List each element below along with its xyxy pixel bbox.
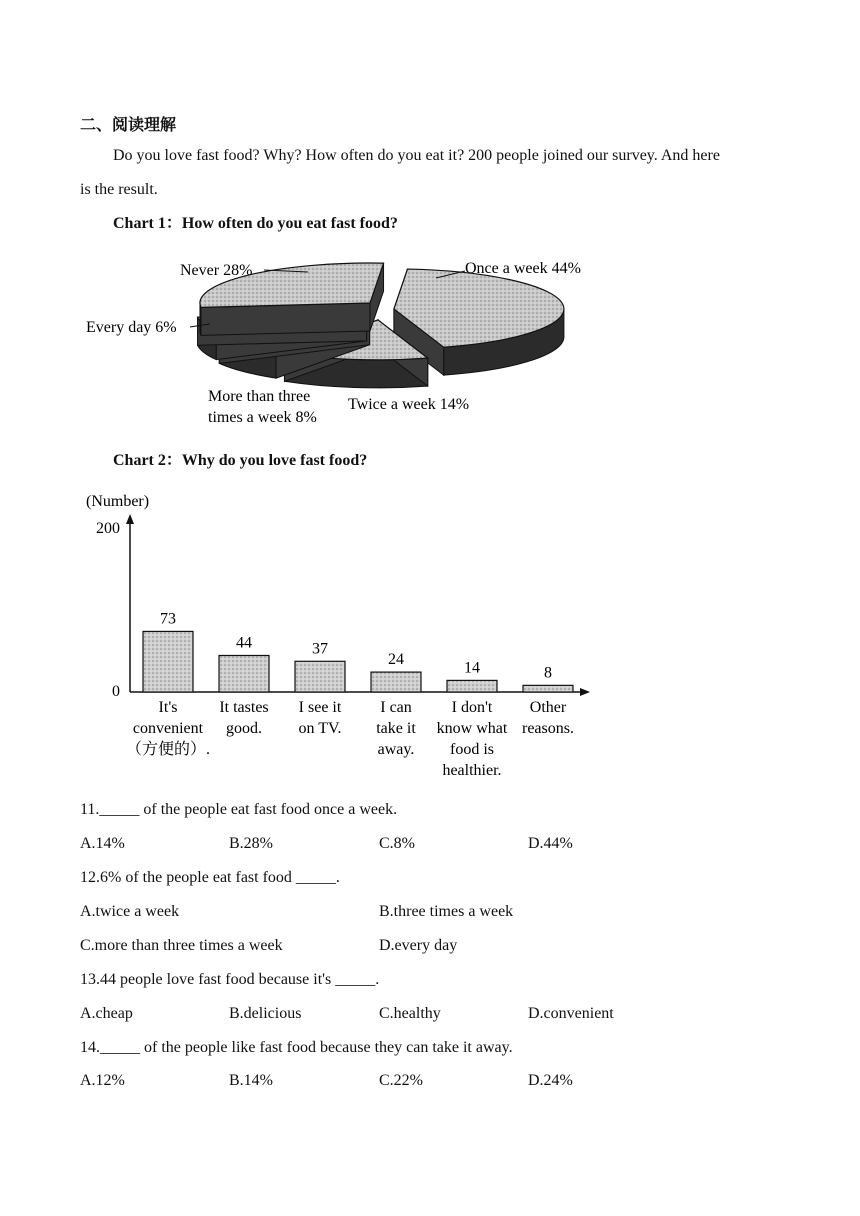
category-label-1-1: good. (226, 720, 262, 737)
category-label-3-1: take it (376, 720, 416, 737)
bar-3 (371, 672, 421, 692)
pie-label-twice: Twice a week 14% (348, 396, 470, 413)
pie-label-never: Never 28% (180, 262, 253, 279)
q13-option-c[interactable]: C.healthy (379, 1005, 441, 1022)
category-label-0-0: It's (158, 699, 178, 716)
question-14-stem: 14._____ of the people like fast food because they can take it away. (80, 1039, 513, 1056)
q11-option-a[interactable]: A.14% (80, 835, 125, 852)
y-axis-arrow (126, 514, 134, 524)
q14-option-a[interactable]: A.12% (80, 1072, 125, 1089)
bar-value-label-3: 24 (388, 651, 404, 669)
category-label-4-2: food is (450, 741, 494, 758)
intro-line-2: is the result. (80, 181, 158, 198)
q13-option-b[interactable]: B.delicious (229, 1005, 302, 1022)
category-label-0-1: convenient (132, 720, 204, 737)
bar-value-label-2: 37 (312, 640, 328, 658)
q11-option-c[interactable]: C.8% (379, 835, 415, 852)
category-label-0-2: （方便的）. (125, 741, 211, 758)
bar-value-label-4: 14 (464, 659, 480, 677)
chart2-caption: Chart 2：Why do you love fast food? (113, 452, 368, 469)
q12-option-b[interactable]: B.three times a week (379, 903, 514, 920)
category-label-2-0: I see it (298, 699, 342, 716)
bar-1 (219, 655, 269, 692)
q12-option-d[interactable]: D.every day (379, 937, 458, 954)
q14-option-b[interactable]: B.14% (229, 1072, 273, 1089)
y-axis-label: (Number) (86, 493, 150, 510)
category-label-2-1: on TV. (298, 720, 342, 737)
q14-option-d[interactable]: D.24% (528, 1072, 573, 1089)
category-label-4-3: healthier. (442, 762, 502, 779)
x-axis-arrow (580, 688, 590, 696)
bar-0 (143, 631, 193, 692)
y-tick-0: 0 (112, 683, 120, 700)
category-label-5-0: Other (529, 699, 567, 716)
bar-value-label-1: 44 (236, 634, 252, 652)
q13-option-a[interactable]: A.cheap (80, 1005, 133, 1022)
q14-option-c[interactable]: C.22% (379, 1072, 423, 1089)
question-11-stem: 11._____ of the people eat fast food once a week. (80, 801, 398, 818)
q11-option-d[interactable]: D.44% (528, 835, 573, 852)
pie-label-once: Once a week 44% (465, 260, 581, 277)
category-label-1-0: It tastes (219, 699, 269, 716)
bar-5 (523, 685, 573, 692)
bar-value-label-5: 8 (544, 664, 552, 682)
y-tick-200: 200 (96, 520, 120, 537)
section-heading: 二、阅读理解 (80, 115, 177, 134)
category-label-5-1: reasons. (522, 720, 574, 737)
q13-option-d[interactable]: D.convenient (528, 1005, 614, 1022)
pie-chart (80, 248, 620, 430)
bar-chart (80, 488, 600, 784)
category-label-3-2: away. (377, 741, 415, 758)
pie-label-every: Every day 6% (86, 319, 177, 336)
category-label-4-1: know what (436, 720, 508, 737)
bar-4 (447, 680, 497, 692)
q11-option-b[interactable]: B.28% (229, 835, 273, 852)
bar-value-label-0: 73 (160, 610, 176, 628)
pie-label-more-1: More than three (208, 388, 311, 405)
bar-2 (295, 661, 345, 692)
question-13-stem: 13.44 people love fast food because it's _____. (80, 971, 380, 988)
question-12-stem: 12.6% of the people eat fast food _____. (80, 869, 340, 886)
intro-line-1: Do you love fast food? Why? How often do you eat it? 200 people joined our survey. And here (113, 147, 720, 164)
category-label-3-0: I can (380, 699, 412, 716)
chart1-caption: Chart 1：How often do you eat fast food? (113, 215, 398, 232)
category-label-4-0: I don't (451, 699, 493, 716)
pie-label-more-2: times a week 8% (208, 409, 317, 426)
q12-option-a[interactable]: A.twice a week (80, 903, 180, 920)
q12-option-c[interactable]: C.more than three times a week (80, 937, 283, 954)
